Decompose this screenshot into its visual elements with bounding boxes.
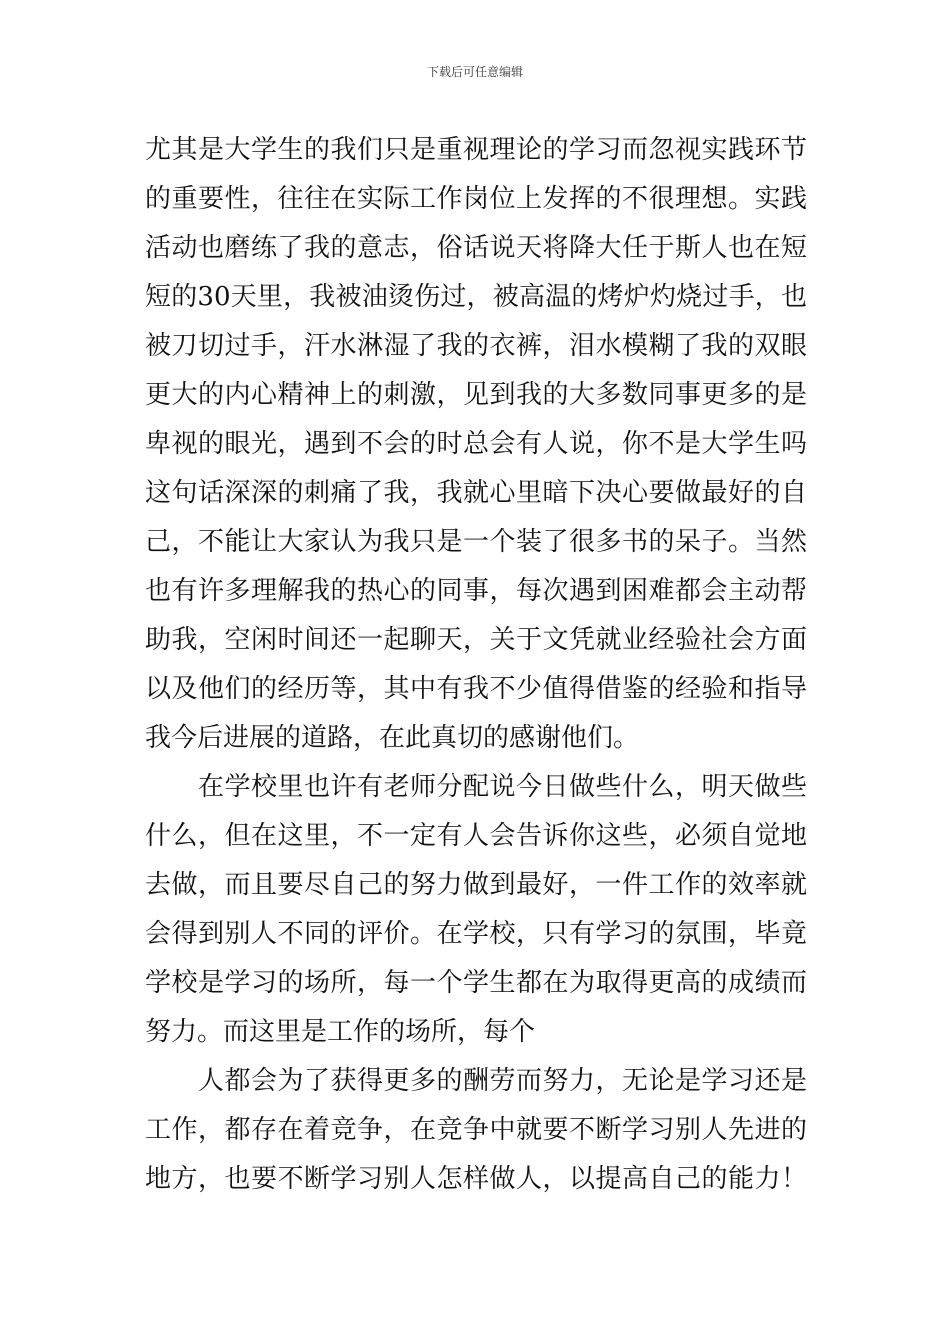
text-line: 什么，但在这里，不一定有人会告诉你这些，必须自觉地 bbox=[145, 821, 807, 851]
text-line: 短的30天里，我被油烫伤过，被高温的烤炉灼烧过手，也 bbox=[145, 282, 807, 312]
text-line: 更大的内心精神上的刺激，见到我的大多数同事更多的是 bbox=[145, 380, 807, 410]
text-line: 也有许多理解我的热心的同事，每次遇到困难都会主动帮 bbox=[145, 576, 807, 606]
text-line: 尤其是大学生的我们只是重视理论的学习而忽视实践环节 bbox=[145, 135, 807, 165]
paragraph-3 bbox=[145, 1057, 807, 1204]
text-line: 被刀切过手，汗水淋湿了我的衣裤，泪水模糊了我的双眼 bbox=[145, 331, 807, 361]
paragraph-1 bbox=[145, 126, 807, 763]
text-line: 的重要性，往往在实际工作岗位上发挥的不很理想。实践 bbox=[145, 184, 807, 214]
text-line: 人都会为了获得更多的酬劳而努力，无论是学习还是 bbox=[198, 1066, 807, 1096]
text-line: 活动也磨练了我的意志，俗话说天将降大任于斯人也在短 bbox=[145, 233, 807, 263]
text-line: 这句话深深的刺痛了我，我就心里暗下决心要做最好的自 bbox=[145, 478, 807, 508]
text-line: 会得到别人不同的评价。在学校，只有学习的氛围，毕竟 bbox=[145, 919, 807, 949]
text-line: 努力。而这里是工作的场所，每个 bbox=[145, 1017, 536, 1047]
text-line: 去做，而且要尽自己的努力做到最好，一件工作的效率就 bbox=[145, 870, 807, 900]
text-line: 地方，也要不断学习别人怎样做人，以提高自己的能力！ bbox=[145, 1164, 807, 1194]
text-line: 己，不能让大家认为我只是一个装了很多书的呆子。当然 bbox=[145, 527, 807, 557]
page-header: 下载后可任意编辑 bbox=[426, 65, 523, 79]
text-line: 助我，空闲时间还一起聊天，关于文凭就业经验社会方面 bbox=[145, 625, 807, 655]
text-line: 以及他们的经历等，其中有我不少值得借鉴的经验和指导 bbox=[145, 674, 807, 704]
text-line: 我今后进展的道路，在此真切的感谢他们。 bbox=[145, 723, 640, 753]
text-line: 工作，都存在着竞争，在竞争中就要不断学习别人先进的 bbox=[145, 1115, 807, 1145]
text-line: 在学校里也许有老师分配说今日做些什么，明天做些 bbox=[198, 772, 807, 802]
text-line: 卑视的眼光，遇到不会的时总会有人说，你不是大学生吗 bbox=[145, 429, 807, 459]
text-line: 学校是学习的场所，每一个学生都在为取得更高的成绩而 bbox=[145, 968, 807, 998]
paragraph-2 bbox=[145, 763, 807, 1057]
document-body bbox=[145, 126, 807, 1204]
